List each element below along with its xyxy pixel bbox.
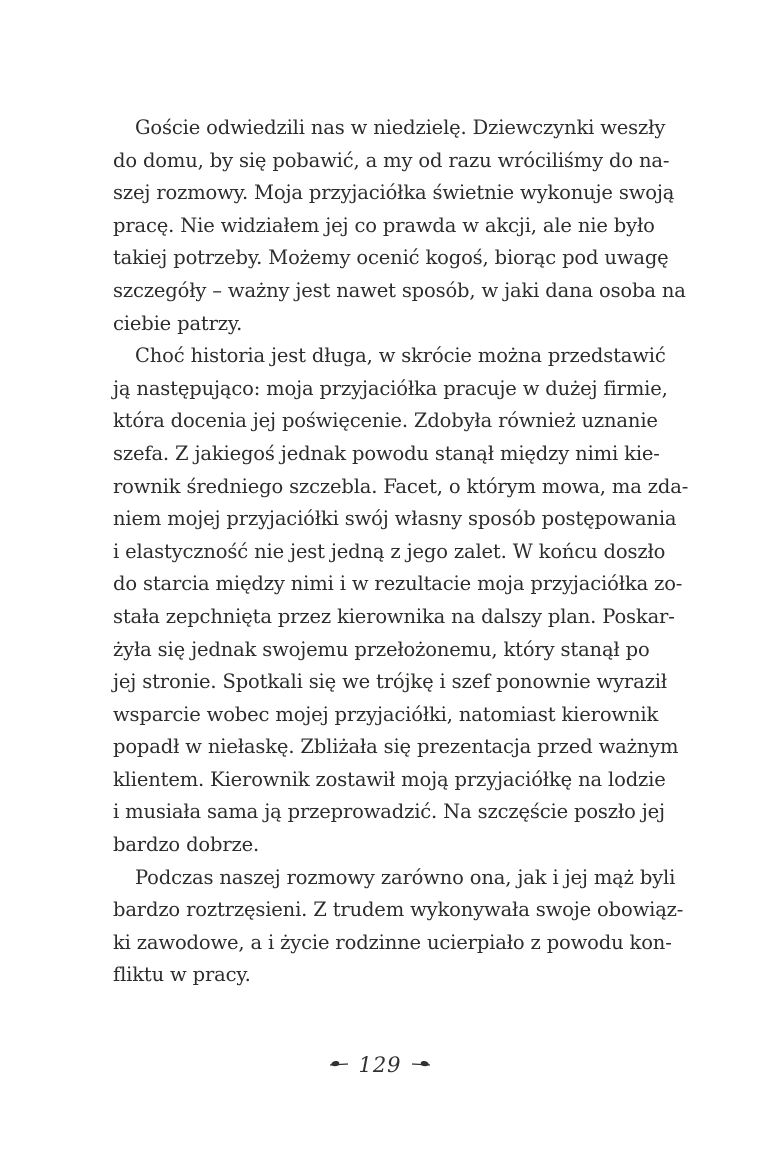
text-line: niem mojej przyjaciółki swój własny sposób postępowania (113, 507, 677, 531)
text-line: fliktu w pracy. (113, 963, 251, 987)
paragraph (113, 340, 689, 862)
text-line: wsparcie wobec mojej przyjaciółki, natomiast kierownik (113, 702, 659, 726)
text-line: jej stronie. Spotkali się we trójkę i szef ponownie wyraził (113, 670, 667, 694)
text-line: Goście odwiedzili nas w niedzielę. Dziewczynki weszły (135, 116, 666, 139)
text-line: szefa. Z jakiegoś jednak powodu stanął między nimi kie- (113, 441, 660, 465)
leaf-ornament-right-icon (411, 1059, 431, 1071)
text-line: i elastyczność nie jest jedną z jego zalet. W końcu doszło (113, 539, 666, 563)
page-footer (0, 1053, 760, 1077)
text-line: żyła się jednak swojemu przełożonemu, który stanął po (113, 637, 650, 661)
text-line: i musiała sama ją przeprowadzić. Na szczęście poszło jej (113, 800, 665, 824)
text-line: pracę. Nie widziałem jej co prawda w akcji, ale nie było (113, 213, 655, 237)
text-line: popadł w niełaskę. Zbliżała się prezentacja przed ważnym (113, 735, 679, 759)
text-line: ciebie patrzy. (113, 311, 243, 335)
text-line: do starcia między nimi i w rezultacie moja przyjaciółka zo- (113, 572, 683, 596)
text-line: bardzo dobrze. (113, 833, 260, 857)
text-line: do domu, by się pobawić, a my od razu wróciliśmy do na- (113, 148, 670, 172)
text-line: szej rozmowy. Moja przyjaciółka świetnie wykonuje swoją (113, 181, 675, 205)
text-line: bardzo roztrzęsieni. Z trudem wykonywała swoje obowiąz- (113, 898, 684, 922)
paragraph (113, 112, 686, 340)
text-line: takiej potrzeby. Możemy ocenić kogoś, biorąc pod uwagę (113, 246, 669, 270)
text-line: szczegóły – ważny jest nawet sposób, w jaki dana osoba na (113, 278, 686, 302)
text-line: rownik średniego szczebla. Facet, o którym mowa, ma zda- (113, 474, 689, 498)
paragraph (113, 862, 684, 992)
text-line: klientem. Kierownik zostawił moją przyjaciółkę na lodzie (113, 767, 666, 791)
page-number: 129 (358, 1053, 402, 1077)
text-line: Choć historia jest długa, w skrócie można przedstawić (135, 344, 666, 368)
text-block (113, 112, 689, 992)
leaf-ornament-left-icon (329, 1059, 349, 1071)
text-line: ją następująco: moja przyjaciółka pracuje w dużej firmie, (113, 376, 668, 400)
text-line: ki zawodowe, a i życie rodzinne ucierpiało z powodu kon- (113, 930, 672, 954)
text-line: stała zepchnięta przez kierownika na dalszy plan. Poskar- (113, 604, 675, 628)
text-line: która docenia jej poświęcenie. Zdobyła również uznanie (113, 409, 658, 433)
text-line: Podczas naszej rozmowy zarówno ona, jak i jej mąż byli (135, 865, 676, 889)
